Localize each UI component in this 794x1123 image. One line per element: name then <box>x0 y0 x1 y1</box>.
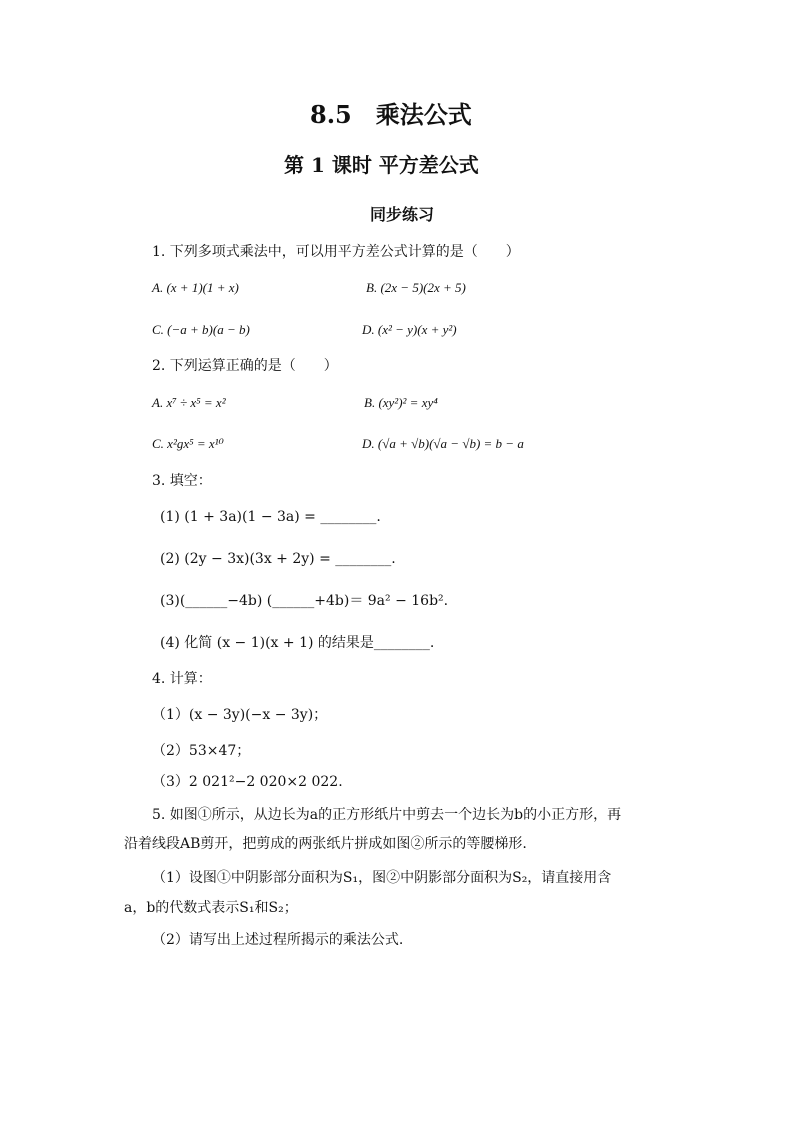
page-title: 8.5 乘法公式 <box>310 100 472 129</box>
question-4-item-1: （1）(x − 3y)(−x − 3y)； <box>152 707 328 723</box>
question-2-option-c: C. x²gx⁵ = x¹⁰ <box>152 436 224 451</box>
question-5-line-2: 沿着线段AB剪开，把剪成的两张纸片拼成如图②所示的等腰梯形. <box>124 836 527 852</box>
question-1-stem: 1. 下列多项式乘法中，可以用平方差公式计算的是（ ） <box>152 244 520 260</box>
question-2-option-d: D. (√a + √b)(√a − √b) = b − a <box>362 436 524 451</box>
question-3-item-3: (3)(______−4b) (______+4b)＝ 9a² − 16b². <box>160 593 449 609</box>
question-1-option-a: A. (x + 1)(1 + x) <box>152 280 239 295</box>
question-1-option-c: C. (−a + b)(a − b) <box>152 322 250 337</box>
question-2-option-a: A. x⁷ ÷ x⁵ = x² <box>152 395 226 410</box>
lesson-subtitle: 第 1 课时 平方差公式 <box>284 153 479 177</box>
question-3-item-2: (2) (2y − 3x)(3x + 2y) = ________. <box>160 551 396 567</box>
question-5-sub-2: （2）请写出上述过程所揭示的乘法公式. <box>152 932 404 948</box>
question-5-sub-1-line-2: a，b的代数式表示S₁和S₂； <box>124 900 298 916</box>
question-3-stem: 3. 填空： <box>152 473 212 489</box>
question-5-line-1: 5. 如图①所示，从边长为a的正方形纸片中剪去一个边长为b的小正方形，再 <box>152 807 622 823</box>
section-heading: 同步练习 <box>370 205 435 224</box>
question-5-sub-1-line-1: （1）设图①中阴影部分面积为S₁，图②中阴影部分面积为S₂，请直接用含 <box>152 870 612 886</box>
question-2-option-b: B. (xy²)² = xy⁴ <box>364 395 438 410</box>
question-3-item-4: (4) 化简 (x − 1)(x + 1) 的结果是________. <box>160 635 435 651</box>
question-1-option-b: B. (2x − 5)(2x + 5) <box>366 280 466 295</box>
question-4-item-3: （3）2 021²−2 020×2 022. <box>152 774 343 790</box>
question-4-item-2: （2）53×47； <box>152 743 251 759</box>
question-3-item-1: (1) (1 + 3a)(1 − 3a) = ________. <box>160 509 381 525</box>
question-1-option-d: D. (x² − y)(x + y²) <box>362 322 457 337</box>
question-4-stem: 4. 计算： <box>152 671 212 687</box>
question-2-stem: 2. 下列运算正确的是（ ） <box>152 358 338 374</box>
